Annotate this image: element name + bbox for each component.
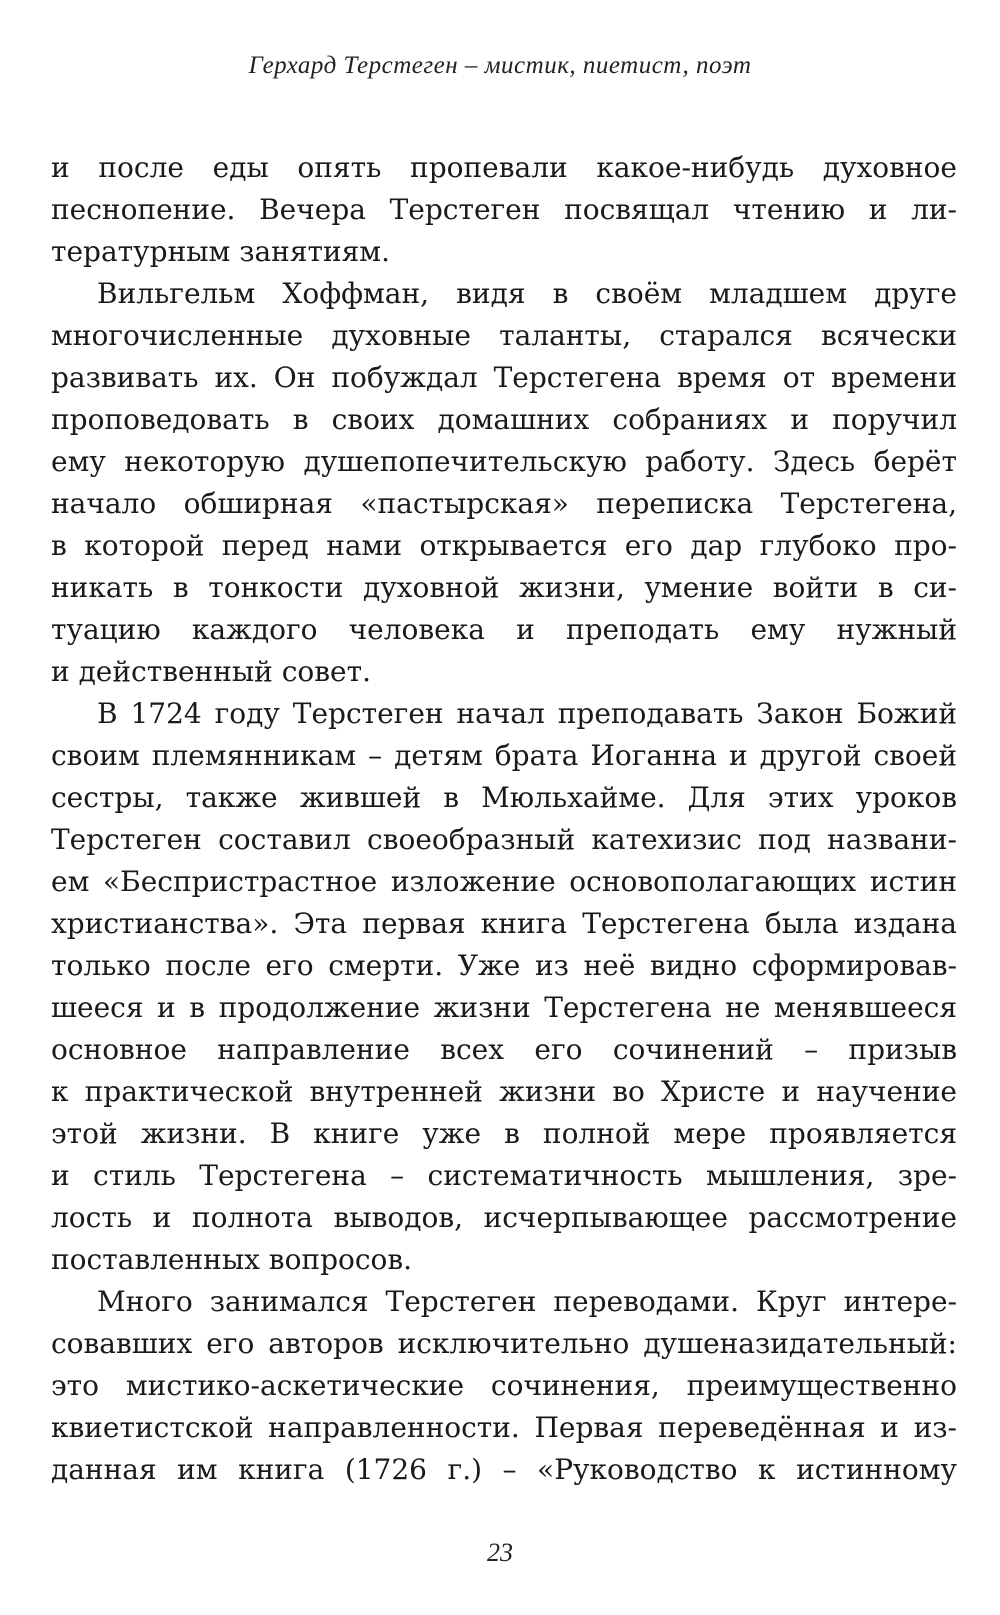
text-line: только после его смерти. Уже из неё видно сформировав- <box>51 949 957 982</box>
text-line: Много занимался Терстеген переводами. Круг интере- <box>97 1285 957 1318</box>
text-line: проповедовать в своих домашних собраниях и поручил <box>51 403 957 436</box>
text-line: Вильгельм Хоффман, видя в своём младшем друге <box>97 277 957 310</box>
text-line: квиетистской направленности. Первая переведённая и из- <box>51 1411 957 1444</box>
paragraph <box>51 147 957 273</box>
text-line: христианства». Эта первая книга Терстегена была издана <box>51 907 957 940</box>
text-line: сестры, также жившей в Мюльхайме. Для этих уроков <box>51 781 957 814</box>
text-line: тературным занятиям. <box>51 235 390 268</box>
text-line: своим племянникам – детям брата Иоганна и другой своей <box>51 739 957 772</box>
text-line: шееся и в продолжение жизни Терстегена не менявшееся <box>51 991 957 1024</box>
text-line: Терстеген составил своеобразный катехизис под названи- <box>51 823 957 856</box>
text-line: ему некоторую душепопечительскую работу. Здесь берёт <box>51 445 957 478</box>
text-line: этой жизни. В книге уже в полной мере проявляется <box>51 1117 957 1150</box>
text-line: и стиль Терстегена – систематичность мышления, зре- <box>51 1159 957 1192</box>
text-line: данная им книга (1726 г.) – «Руководство к истинному <box>51 1453 957 1486</box>
text-line: основное направление всех его сочинений – призыв <box>51 1033 957 1066</box>
text-line: это мистико-аскетические сочинения, преимущественно <box>51 1369 957 1402</box>
paragraph <box>51 273 957 693</box>
text-line: туацию каждого человека и преподать ему нужный <box>51 613 957 646</box>
paragraph <box>51 1281 957 1491</box>
paragraph <box>51 693 957 1281</box>
text-line: лость и полнота выводов, исчерпывающее рассмотрение <box>51 1201 957 1234</box>
text-line: начало обширная «пастырская» переписка Терстегена, <box>51 487 957 520</box>
text-line: поставленных вопросов. <box>51 1243 413 1276</box>
running-title: Герхард Терстеген – мистик, пиетист, поэт <box>248 52 752 79</box>
text-line: в которой перед нами открывается его дар глубоко про- <box>51 529 957 562</box>
text-line: развивать их. Он побуждал Терстегена время от времени <box>51 361 957 394</box>
text-line: многочисленные духовные таланты, старался всячески <box>51 319 957 352</box>
page-number: 23 <box>487 1538 513 1567</box>
text-line: к практической внутренней жизни во Христе и научение <box>51 1075 957 1108</box>
text-line: ем «Беспристрастное изложение основополагающих истин <box>51 865 957 898</box>
text-line: В 1724 году Терстеген начал преподавать Закон Божий <box>97 697 957 730</box>
text-line: никать в тонкости духовной жизни, умение войти в си- <box>51 571 957 604</box>
text-line: песнопение. Вечера Терстеген посвящал чтению и ли- <box>51 193 957 226</box>
text-line: совавших его авторов исключительно душеназидательный: <box>51 1327 957 1360</box>
body-text <box>51 147 957 1491</box>
text-line: и после еды опять пропевали какое-нибудь духовное <box>51 151 957 184</box>
text-line: и действенный совет. <box>51 655 371 688</box>
